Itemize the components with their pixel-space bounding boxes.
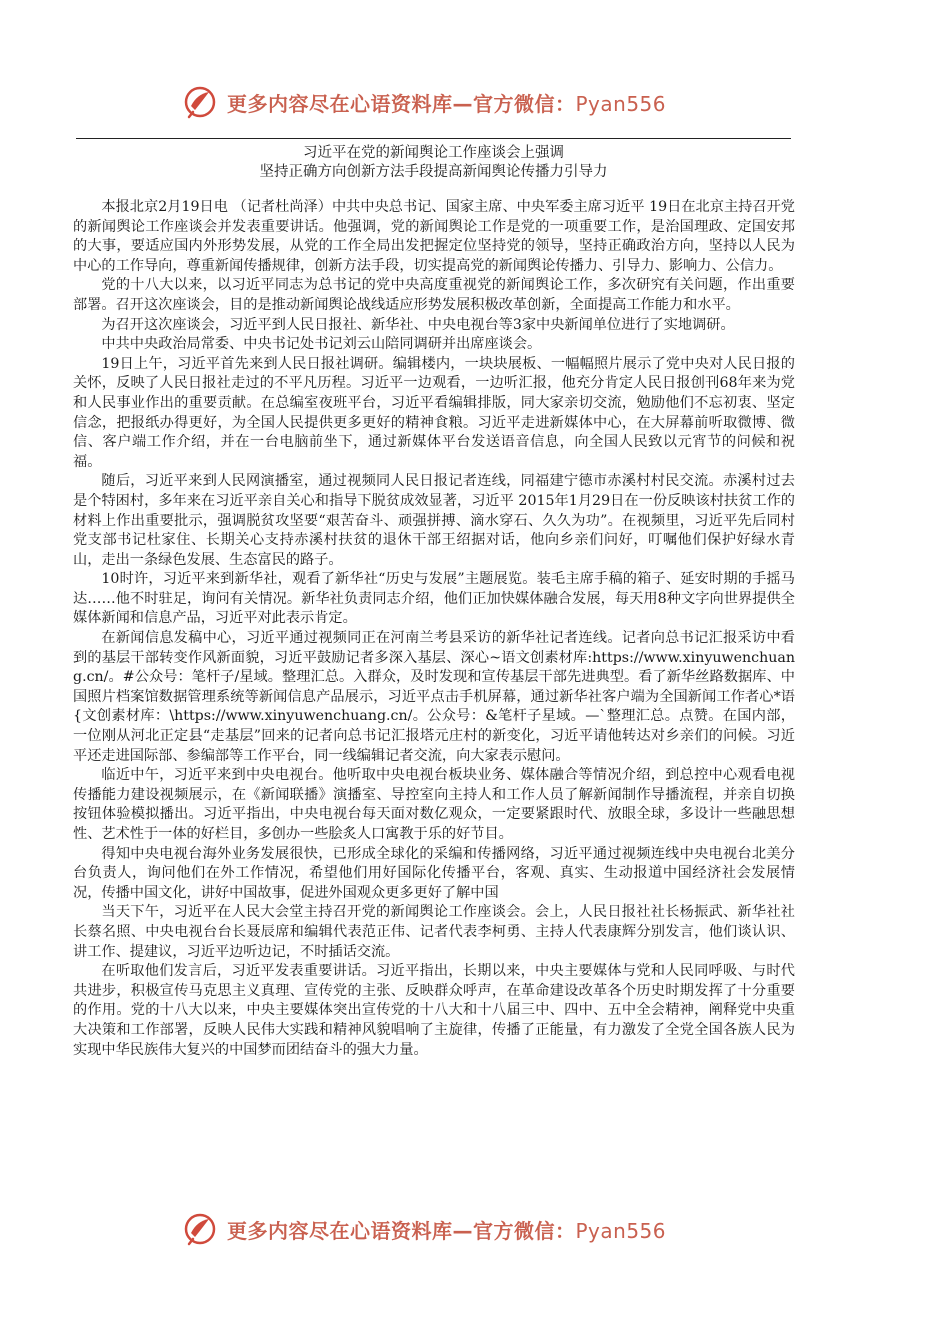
brush-logo-icon <box>183 1211 219 1247</box>
paragraph: 19日上午，习近平首先来到人民日报社调研。编辑楼内，一块块展板、一幅幅照片展示了党中央对人民日报的关怀，反映了人民日报社走过的不平凡历程。习近平一边观看，一边听汇报，他充分肯定人民日报创刊68年来为党和人民事业作出的重要贡献。在总编室夜班平台，习近平看编辑排版，同大家亲切交流，勉励他们不忘初衷、坚定信念，把报纸办得更好，为全国人民提供更多更好的精神食粮。习近平走进新媒体中心，在大屏幕前听取微博、微信、客户端工作介绍，并在一台电脑前坐下，通过新媒体平台发送语音信息，向全国人民致以元宵节的问候和祝福。 <box>73 355 795 470</box>
paragraph: 本报北京2月19日电 （记者杜尚泽）中共中央总书记、国家主席、中央军委主席习近平 19日在北京主持召开党的新闻舆论工作座谈会并发表重要讲话。他强调，党的新闻舆论工作是党的一项重要工作，是治国理政、定国安邦的大事，要适应国内外形势发展，从党的工作全局出发把握定位坚持党的领导，坚持正确政治方向，坚持以人民为中心的工作导向，尊重新闻传播规律，创新方法手段，切实提高党的新闻舆论传播力、引导力、影响力、公信力。 <box>73 199 795 274</box>
headline-sub: 坚持正确方向创新方法手段提高新闻舆论传播力引导力 <box>259 164 608 180</box>
headline-main: 习近平在党的新闻舆论工作座谈会上强调 <box>303 145 564 161</box>
wechat-id: Pyan556 <box>575 1218 667 1243</box>
paragraph: 10时许，习近平来到新华社，观看了新华社“历史与发展”主题展览。装毛主席手稿的箱子、延安时期的手摇马达……他不时驻足，询问有关情况。新华社负责同志介绍，他们正加快媒体融合发展，每天用8种文字向世界提供全媒体新闻和信息产品，习近平对此表示肯定。 <box>73 571 795 627</box>
paragraph: 党的十八大以来，以习近平同志为总书记的党中央高度重视党的新闻舆论工作，多次研究有关问题，作出重要部署。召开这次座谈会，目的是推动新闻舆论战线适应形势发展积极改革创新，全面提高工作能力和水平。 <box>73 277 795 313</box>
article-body <box>73 198 795 1060</box>
header-banner <box>183 82 666 122</box>
paragraph: 当天下午，习近平在人民大会堂主持召开党的新闻舆论工作座谈会。会上，人民日报社社长杨振武、新华社社长蔡名照、中央电视台台长聂辰席和编辑代表范正伟、记者代表李柯勇、主持人代表康辉分别发言，他们谈认识、讲工作、提建议，习近平边听边记，不时插话交流。 <box>73 904 795 960</box>
paragraph: 得知中央电视台海外业务发展很快，已形成全球化的采编和传播网络，习近平通过视频连线中央电视台北美分台负责人，询问他们在外工作情况，希望他们用好国际化传播平台，客观、真实、生动报道中国经济社会发展情况，传播中国文化，讲好中国故事，促进外国观众更多更好了解中国 <box>73 845 795 901</box>
brush-logo-icon <box>183 84 219 120</box>
paragraph: 中共中央政治局常委、中央书记处书记刘云山陪同调研并出席座谈会。 <box>101 336 542 353</box>
banner-text: 更多内容尽在心语资料库—官方微信：Pyan556 <box>227 91 667 116</box>
banner-text: 更多内容尽在心语资料库—官方微信：Pyan556 <box>227 1218 667 1243</box>
header-rule <box>76 138 791 139</box>
paragraph: 为召开这次座谈会，习近平到人民日报社、新华社、中央电视台等3家中央新闻单位进行了实地调研。 <box>101 316 735 333</box>
paragraph: 随后，习近平来到人民网演播室，通过视频同人民日报记者连线，同福建宁德市赤溪村村民交流。赤溪村过去是个特困村，多年来在习近平亲自关心和指导下脱贫成效显著，习近平 2015年1月29日在一份反映该村扶贫工作的材料上作出重要批示，强调脱贫攻坚要“艰苦奋斗、顽强拼搏、滴水穿石、久久为功”。在视频里，习近平先后同村党支部书记杜家住、长期关心支持赤溪村扶贫的退休干部王绍据对话，他向乡亲们问好，叮嘱他们保护好绿水青山，走出一条绿色发展、生态富民的路子。 <box>73 473 795 568</box>
paragraph: 临近中午，习近平来到中央电视台。他听取中央电视台板块业务、媒体融合等情况介绍，到总控中心观看电视传播能力建设视频展示，在《新闻联播》演播室、导控室向主持人和工作人员了解新闻制作导播流程，并亲自切换按钮体验模拟播出。习近平指出，中央电视台每天面对数亿观众，一定要紧跟时代、放眼全球，多设计一些融思想性、艺术性于一体的好栏目，多创办一些脍炙人口寓教于乐的好节目。 <box>73 767 795 842</box>
paragraph: 在听取他们发言后，习近平发表重要讲话。习近平指出，长期以来，中央主要媒体与党和人民同呼吸、与时代共进步，积极宣传马克思主义真理、宣传党的主张、反映群众呼声，在革命建设改革各个历史时期发挥了十分重要的作用。党的十八大以来，中央主要媒体突出宣传党的十八大和十八届三中、四中、五中全会精神，阐释党中央重大决策和工作部署，反映人民伟大实践和精神风貌唱响了主旋律，传播了正能量，有力激发了全党全国各族人民为实现中华民族伟大复兴的中国梦而团结奋斗的强大力量。 <box>73 963 795 1058</box>
wechat-id: Pyan556 <box>575 91 667 116</box>
footer-banner <box>183 1209 666 1249</box>
paragraph: 在新闻信息发稿中心，习近平通过视频同正在河南兰考县采访的新华社记者连线。记者向总书记汇报采访中看到的基层干部转变作风新面貌，习近平鼓励记者多深入基层、深心~语文创素材库:https://www.xinyuwenchuang.cn/。#公众号：笔杆子/星域。整理汇总。入群众，及时发现和宣传基层干部先进典型。看了新华丝路数据库、中国照片档案馆数据管理系统等新闻信息产品展示，习近平点击手机屏幕，通过新华社客户端为全国新闻工作者心*语{文创素材库：\https://www.xinyuwenchuang.cn/。公众号：&笔杆子星域。—`整理汇总。点赞。在国内部，一位刚从河北正定县“走基层”回来的记者向总书记汇报塔元庄村的新变化，习近平请他转达对乡亲们的问候。习近平还走进国际部、参编部等工作平台，同一线编辑记者交流，向大家表示慰问。 <box>73 630 795 764</box>
